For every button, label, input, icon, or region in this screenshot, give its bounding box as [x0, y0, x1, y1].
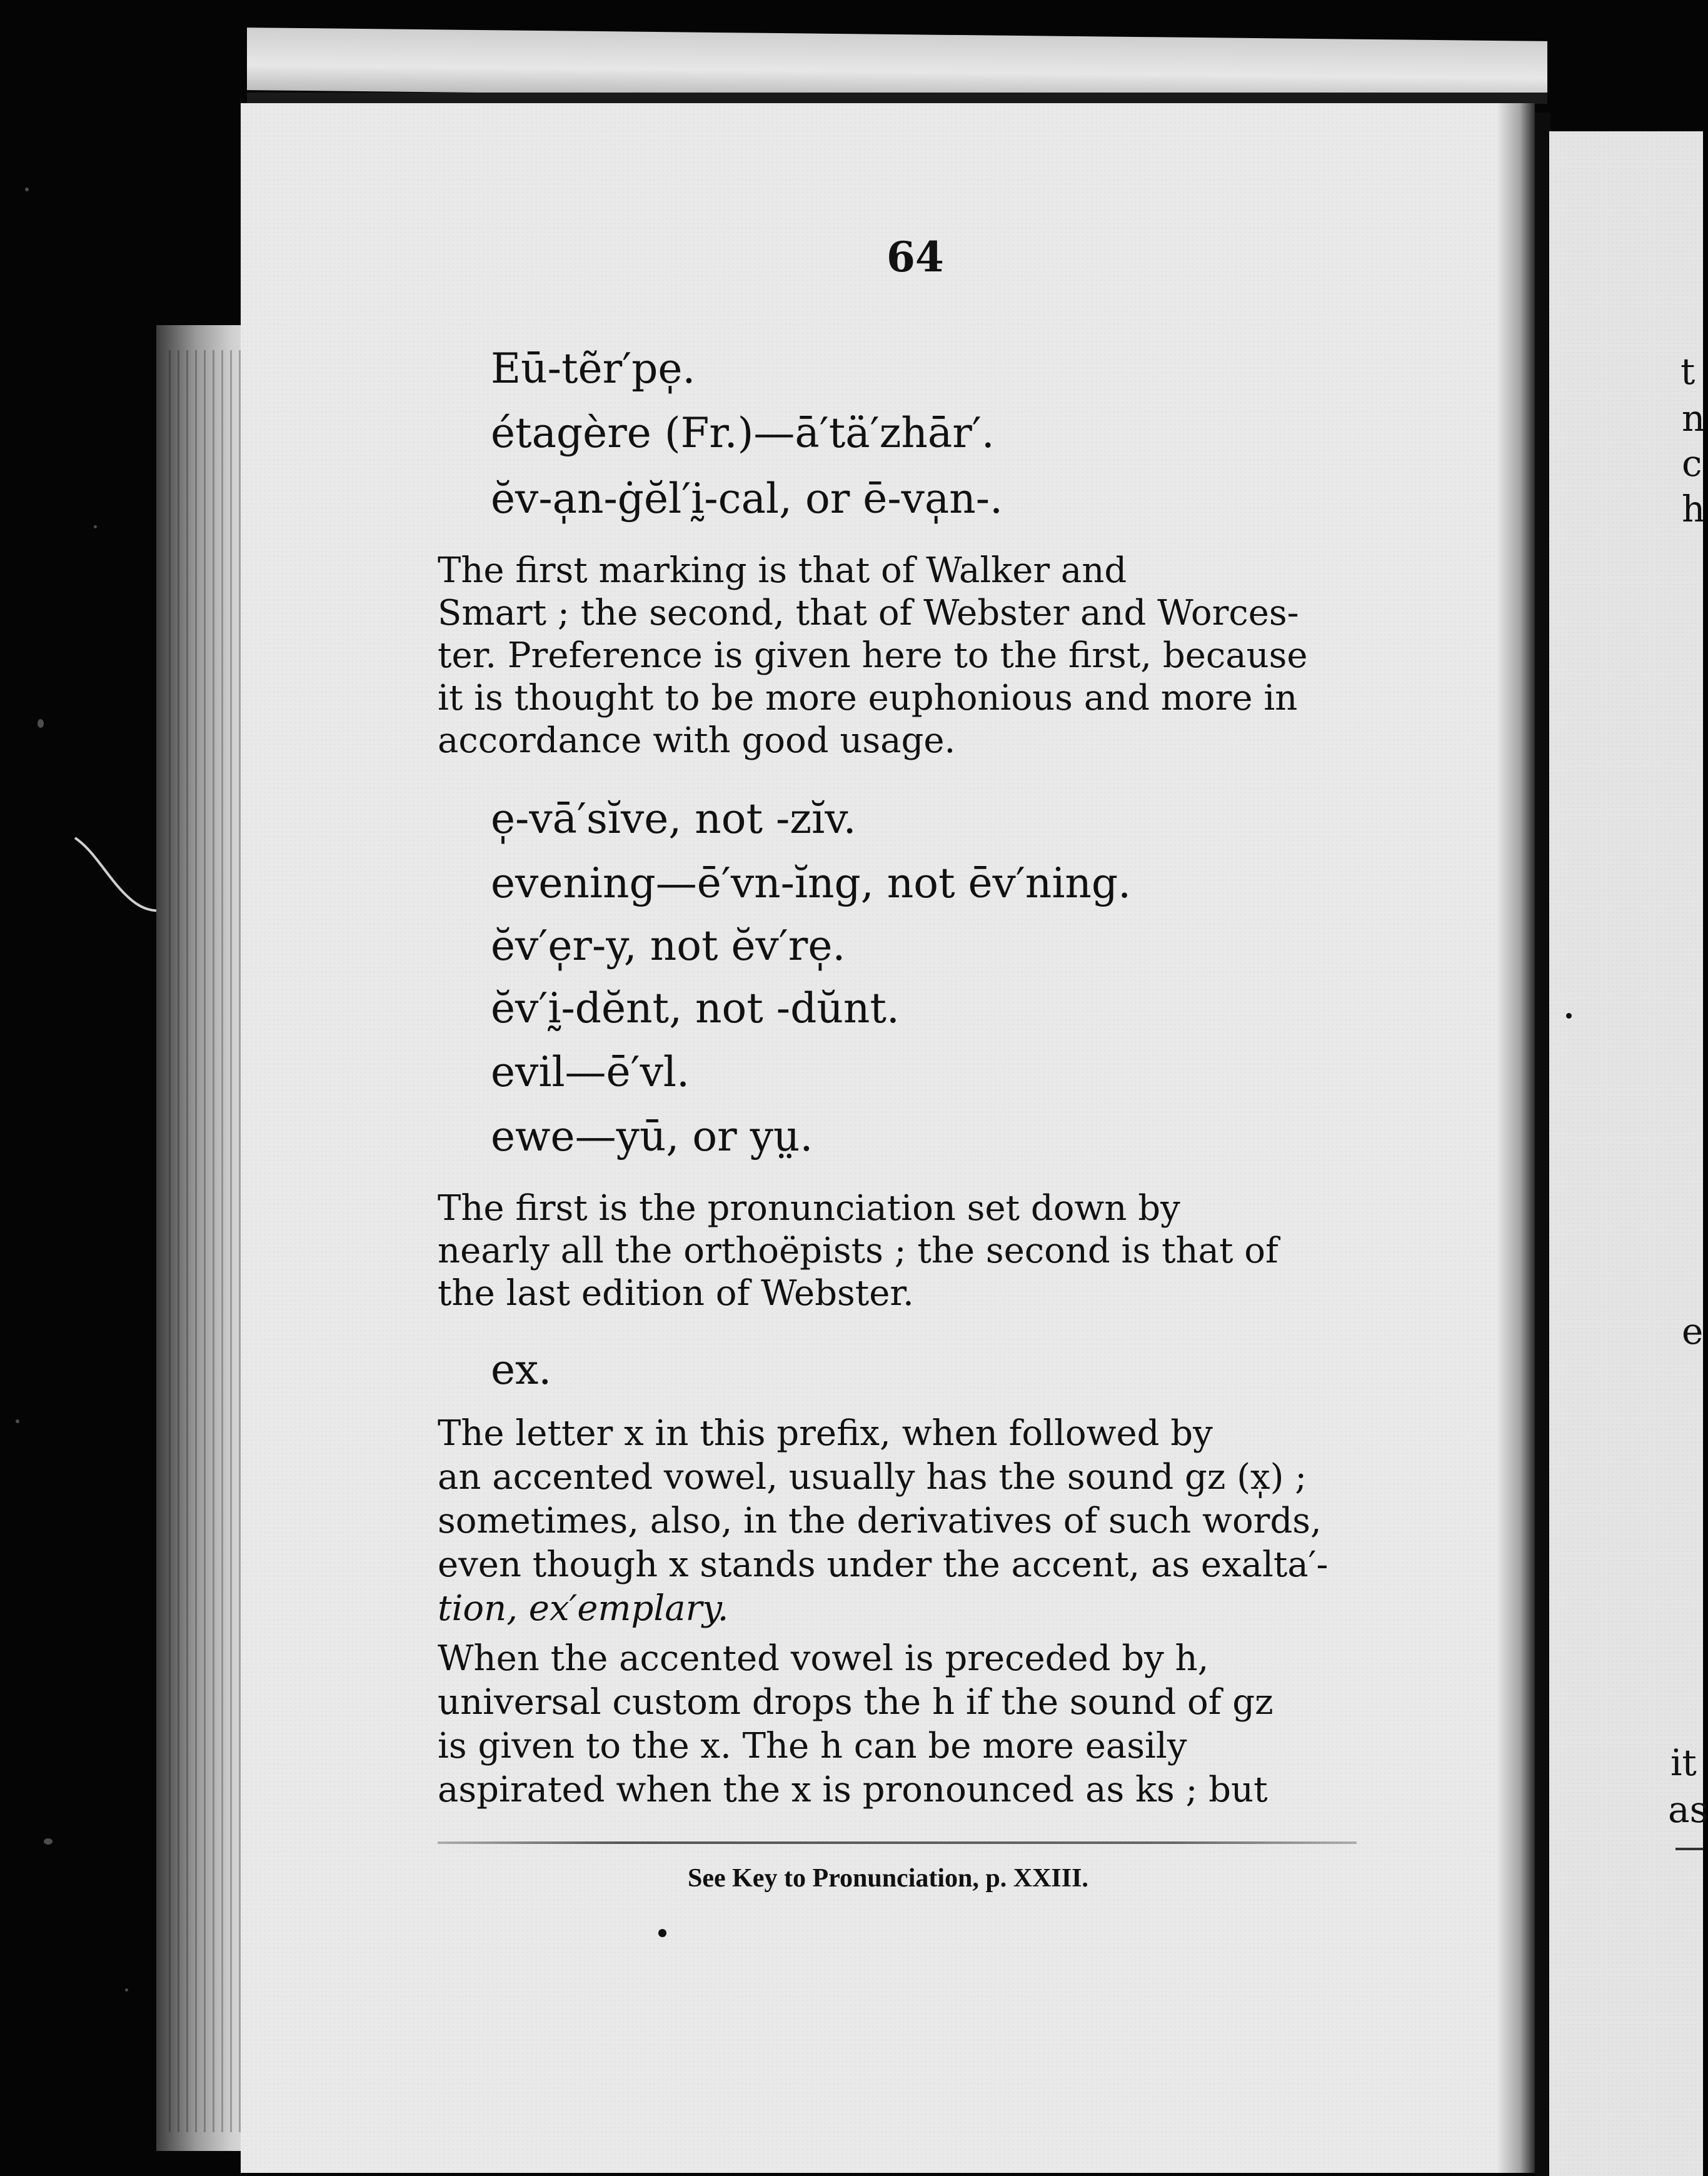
entry-text: étagère (Fr.)—ā′tä′zhār′. — [491, 409, 995, 457]
margin-dot — [1566, 1013, 1572, 1019]
paragraph-line: nearly all the orthoëpists ; the second is that of — [438, 1231, 1278, 1271]
book-gutter — [1497, 103, 1535, 2173]
dictionary-entry: ex. — [491, 1346, 552, 1394]
paragraph-line: the last edition of Webster. — [438, 1273, 914, 1314]
paragraph-line: universal custom drops the h if the sound of gz — [438, 1682, 1273, 1723]
right-page-rule — [1675, 1848, 1703, 1850]
dictionary-entry: ĕv′e̩r-y, not ĕv′re̩. — [491, 922, 846, 970]
paragraph-line: is given to the x. The h can be more easily — [438, 1726, 1187, 1766]
dictionary-entry: ĕv-a̩n-ġĕl′ḭ-cal, or ē-va̩n-. — [491, 475, 1003, 523]
dictionary-entry: evil—ē′vl. — [491, 1048, 690, 1096]
scan-speck — [94, 525, 97, 528]
scan-speck — [44, 1838, 53, 1845]
gutter-shadow — [1535, 113, 1550, 2176]
paragraph-line: The first marking is that of Walker and — [438, 550, 1127, 591]
page-number: 64 — [887, 233, 944, 281]
footnote-rule — [438, 1841, 1357, 1844]
paragraph-line: it is thought to be more euphonious and more in — [438, 678, 1298, 718]
scan-speck — [25, 188, 29, 191]
right-page-fragment: as — [1668, 1788, 1708, 1831]
right-page-fragment: n — [1682, 397, 1705, 440]
right-page-fragment: e — [1682, 1310, 1704, 1352]
footnote: See Key to Pronunciation, p. XXIII. — [688, 1864, 1088, 1893]
paragraph-line: The letter x in this prefix, when followed by — [438, 1413, 1213, 1454]
right-page-fragment: c — [1682, 442, 1702, 485]
paragraph-line: even though x stands under the accent, as exalta′- — [438, 1544, 1329, 1585]
right-page-fragment: h — [1682, 488, 1705, 530]
print-dot — [658, 1929, 666, 1937]
scan-speck — [38, 719, 44, 728]
dictionary-entry: Eū-tẽr′pe̩. — [491, 345, 696, 393]
scan-speck — [125, 1988, 128, 1992]
paragraph-line: sometimes, also, in the derivatives of such words, — [438, 1501, 1322, 1541]
right-page — [1549, 131, 1703, 2176]
dictionary-entry: e̩-vā′sĭve, not -zĭv. — [491, 795, 857, 843]
dictionary-entry — [491, 409, 995, 457]
page-stack-lines — [169, 350, 250, 2132]
right-page-fragment: t — [1680, 350, 1695, 393]
paragraph-line: Smart ; the second, that of Webster and Worces- — [438, 593, 1299, 633]
paragraph-line: an accented vowel, usually has the sound gz (x̩) ; — [438, 1457, 1307, 1498]
dictionary-entry: ewe—yū, or yṳ. — [491, 1112, 813, 1161]
paragraph-line: The first is the pronunciation set down by — [438, 1188, 1180, 1229]
paragraph-line: ter. Preference is given here to the first, because — [438, 635, 1308, 676]
scan-speck — [16, 1419, 19, 1423]
paragraph-line: aspirated when the x is pronounced as ks ; but — [438, 1770, 1268, 1810]
dictionary-entry: ĕv′ḭ-dĕnt, not -dŭnt. — [491, 984, 900, 1032]
book-top-shadow — [247, 93, 1547, 104]
paragraph-line: When the accented vowel is preceded by h, — [438, 1638, 1209, 1679]
paragraph-line: accordance with good usage. — [438, 720, 956, 761]
right-page-fragment: it — [1670, 1741, 1697, 1784]
dictionary-entry: evening—ē′vn-ĭng, not ēv′ning. — [491, 859, 1132, 907]
paragraph-line: tion, ex′emplary. — [438, 1588, 729, 1629]
